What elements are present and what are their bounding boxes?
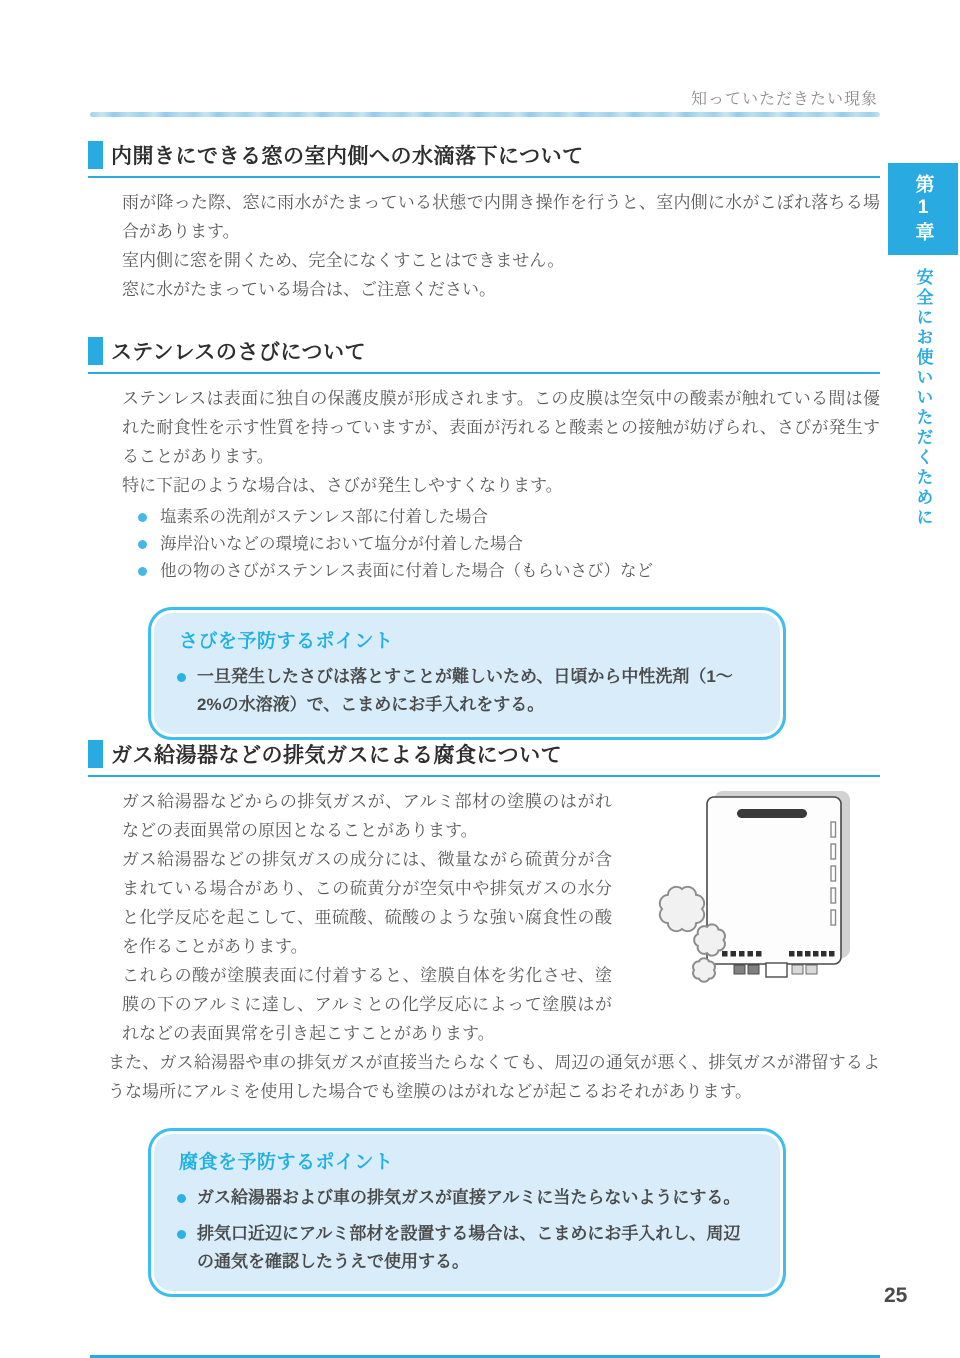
bullet-icon [177,1230,186,1239]
paragraph: 雨が降った際、窓に雨水がたまっている状態で内開き操作を行うと、室内側に水がこぼれ落ちる場合があります。 [122,193,880,241]
callout-item-text: 排気口近辺にアルミ部材を設置する場合は、こまめにお手入れし、周辺の通気を確認したうえで使用する。 [197,1224,741,1271]
running-header: 知っていただきたい現象 [690,91,878,108]
section-exhaust-corrosion [88,739,880,1297]
pipe-connectors [734,963,817,977]
list-item-text: 塩素系の洗剤がステンレス部に付着した場合 [160,508,488,526]
section-stainless-rust [88,336,880,740]
paragraph: ガス給湯器などの排気ガスの成分には、微量ながら硫黄分が含まれている場合があり、この硫黄分が空気中や排気ガスの水分と化学反応を起こして、亜硫酸、硫酸のような強い腐食性の酸を作ることがあります。 [122,850,612,956]
callout-item [177,1184,757,1212]
paragraph: ガス給湯器などからの排気ガスが、アルミ部材の塗膜のはがれなどの表面異常の原因となることがあります。 [122,792,612,840]
paragraph: これらの酸が塗膜表面に付着すると、塗膜自体を劣化させ、塗膜の下のアルミに達し、アルミとの化学反応によって塗膜はがれなどの表面異常を引き起こすことがあります。 [122,966,612,1043]
bullet-icon [138,513,147,522]
chapter-label: 第1章 [912,173,934,245]
bullet-icon [138,567,147,576]
list-item [138,504,880,531]
heater-body [707,797,841,964]
chapter-tab [888,163,958,255]
paragraph: 特に下記のような場合は、さびが発生しやすくなります。 [122,476,563,495]
list-item [138,531,880,558]
section-heading-text: ガス給湯器などの排気ガスによる腐食について [111,744,563,767]
callout-title: さびを予防するポイント [179,631,394,652]
rust-cause-list [88,504,880,585]
rust-prevention-callout [148,607,786,740]
page-number: 25 [884,1284,908,1307]
list-item-text: 海岸沿いなどの環境において塩分が付着した場合 [160,535,523,553]
paragraph: 窓に水がたまっている場合は、ご注意ください。 [122,280,496,299]
bullet-icon [177,1194,186,1203]
section-heading [88,336,880,374]
sidebar-chapter-title [888,268,958,568]
bullet-icon [177,673,186,682]
list-item-text: 他の物のさびがステンレス表面に付着した場合（もらいさび）など [160,562,653,580]
callout-item [177,663,757,719]
callout-item [177,1220,757,1276]
gas-water-heater-illustration [652,787,874,999]
list-item [138,558,880,585]
section-marker-icon [88,141,103,169]
paragraph: 室内側に窓を開くため、完全になくすことはできません。 [122,251,565,270]
callout-item-text: 一旦発生したさびは落とすことが難しいため、日頃から中性洗剤（1～2%の水溶液）で、こまめにお手入れをする。 [197,667,733,714]
paragraph: また、ガス給湯器や車の排気ガスが直接当たらなくても、周辺の通気が悪く、排気ガスが滞留するような場所にアルミを使用した場合でも塗膜のはがれなどが起こるおそれがあります。 [108,1053,880,1101]
section-marker-icon [88,337,103,365]
callout-title: 腐食を予防するポイント [179,1152,394,1173]
decorative-wave-line [90,112,880,117]
side-vent-slots [831,822,836,925]
section-heading-text: 内開きにできる窓の室内側への水滴落下について [111,145,584,168]
exhaust-vent-icon [737,809,807,818]
section-heading-text: ステンレスのさびについて [111,341,366,364]
corrosion-prevention-callout [148,1128,786,1297]
section-window-water-droplets [88,140,880,304]
callout-item-text: ガス給湯器および車の排気ガスが直接アルミに当たらないようにする。 [197,1188,741,1207]
chapter-title-text: 安全にお使いいただくために [913,268,933,528]
paragraph: ステンレスは表面に独自の保護皮膜が形成されます。この皮膜は空気中の酸素が触れている間は優れた耐食性を示す性質を持っていますが、表面が汚れると酸素との接触が妨げられ、さびが発生することがあります。 [122,389,880,466]
section-marker-icon [88,740,103,768]
section-heading [88,140,880,178]
bullet-icon [138,540,147,549]
section-heading [88,739,880,777]
